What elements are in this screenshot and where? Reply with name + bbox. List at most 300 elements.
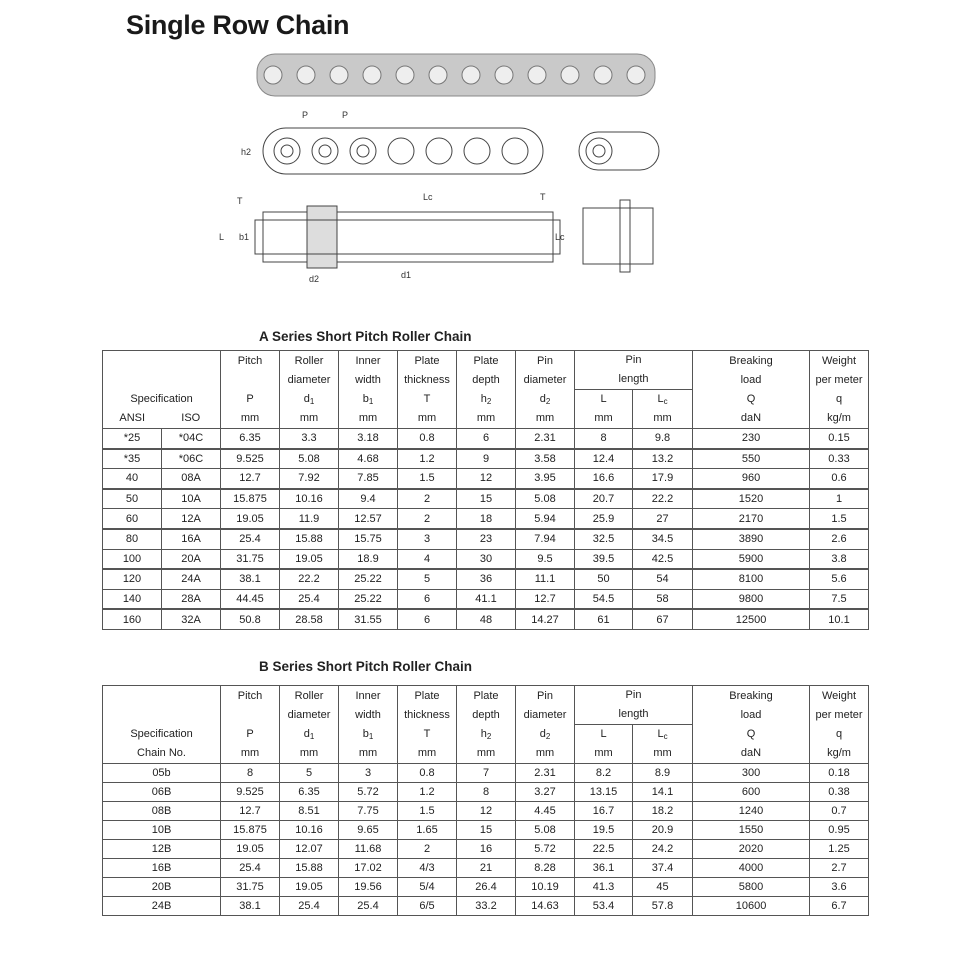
table-cell: 0.8 [398,429,457,449]
table-cell: 19.05 [221,509,280,529]
table-cell: 25.4 [221,859,280,878]
table-cell: 32.5 [575,529,633,549]
table-row [103,589,869,609]
table-row [103,840,869,859]
header-line: diameter [523,709,567,721]
table-cell: 12B [103,840,221,859]
header-line: Pitch [237,355,263,367]
table-cell: 2170 [693,509,810,529]
symbol: d [303,728,310,740]
table-cell: 05b [103,764,221,783]
table-cell: 27 [633,509,693,529]
table-cell: 15.88 [280,859,339,878]
header-unit: mm [653,412,672,424]
label-h2: h2 [241,147,252,157]
table-cell: 11.1 [516,569,575,589]
label-d2: d2 [309,274,320,284]
label-t1: T [237,196,243,206]
table-cell: 33.2 [457,897,516,916]
table-cell: 31.55 [339,609,398,629]
table-cell: 3.3 [280,429,339,449]
header-line: Breaking [729,355,773,367]
table-cell: 48 [457,609,516,629]
header-line [221,706,279,725]
table-cell: 0.8 [398,764,457,783]
table-cell: 11.68 [339,840,398,859]
chain-roller [495,66,513,84]
header-unit: mm [476,747,496,759]
table-cell: 160 [103,609,162,629]
header-unit: daN [740,412,762,424]
table-cell: 50 [103,489,162,509]
table-cell: 4 [398,549,457,569]
symbol: L [657,728,664,740]
table-cell: 5900 [693,549,810,569]
header-symbol: Q [746,728,756,740]
table-cell: 10.16 [280,821,339,840]
table-cell: 6 [398,589,457,609]
table-cell: 7 [457,764,516,783]
table-cell: 2.7 [810,859,869,878]
table-cell: 0.95 [810,821,869,840]
header-symbol [280,725,338,744]
header-symbol [221,725,279,744]
table-row [103,489,869,509]
table-cell: 38.1 [221,897,280,916]
table-cell: 960 [693,469,810,489]
table-cell: 14.1 [633,783,693,802]
table-cell: 0.7 [810,802,869,821]
table-cell: 12.7 [221,802,280,821]
symbol: h [480,728,487,740]
header-line: Plate [414,355,440,367]
header-unit: mm [299,412,319,424]
table-cell: 80 [103,529,162,549]
table-cell: 5 [280,764,339,783]
table-cell: 5.72 [516,840,575,859]
table-cell: 5.08 [516,489,575,509]
table-cell: 9 [457,449,516,469]
table-cell: 15 [457,821,516,840]
table-cell: 5.08 [516,821,575,840]
header-unit: kg/m [827,747,851,759]
table-cell: 3 [339,764,398,783]
table-cell: 1.2 [398,783,457,802]
chain-diagram [215,40,675,290]
table-cell: 25.4 [339,897,398,916]
header-line: Pin [625,354,642,366]
table-cell: 3.27 [516,783,575,802]
header-line: depth [472,374,500,386]
table-cell: 0.6 [810,469,869,489]
table-cell: 0.18 [810,764,869,783]
table-cell: 8 [457,783,516,802]
table-cell: 42.5 [633,549,693,569]
weight-header [810,351,869,429]
header-line: width [355,374,381,386]
table-cell: 8 [575,429,633,449]
table-cell: 22.2 [633,489,693,509]
table-cell: 50.8 [221,609,280,629]
table-cell: 28.58 [280,609,339,629]
column-header [398,686,457,764]
table-row [103,802,869,821]
table-row [103,509,869,529]
table-cell: 28A [162,589,221,609]
header-line: Weight [821,690,857,702]
table-cell: 4.45 [516,802,575,821]
label-b1: b1 [239,232,250,242]
header-unit: mm [417,747,437,759]
symbol-subscript: 1 [368,732,374,741]
table-cell: 17.9 [633,469,693,489]
symbol: b [362,728,369,740]
table-cell: 39.5 [575,549,633,569]
table-cell: 1.5 [398,469,457,489]
header-line: thickness [404,374,450,386]
symbol: L [657,393,664,405]
table-cell: 31.75 [221,878,280,897]
table-cell: 7.92 [280,469,339,489]
table-cell: 5800 [693,878,810,897]
table-cell: 8.2 [575,764,633,783]
table-cell: 31.75 [221,549,280,569]
table-cell: 16.7 [575,802,633,821]
symbol: d [303,393,310,405]
header-line: per meter [815,709,863,721]
table-cell: 10.16 [280,489,339,509]
table-cell: 24A [162,569,221,589]
table-cell: 2.31 [516,429,575,449]
table-cell: 2 [398,509,457,529]
table-cell: 23 [457,529,516,549]
table-cell: 6.7 [810,897,869,916]
table-cell: 1.65 [398,821,457,840]
table-cell: 40 [103,469,162,489]
table-cell: 3.18 [339,429,398,449]
header-line: thickness [404,709,450,721]
table-cell: 5.6 [810,569,869,589]
symbol: T [423,728,431,740]
table-row [103,821,869,840]
weight-header [810,686,869,764]
column-header [516,686,575,764]
breaking-load-header [693,351,810,429]
header-line: Breaking [729,690,773,702]
table-cell: 18.2 [633,802,693,821]
column-header [339,351,398,429]
chain-roller [429,66,447,84]
table-cell: 16A [162,529,221,549]
table-cell: 12.7 [221,469,280,489]
column-header [339,686,398,764]
table-cell: 25.4 [221,529,280,549]
header-line: Plate [473,355,499,367]
header-symbol [398,725,456,744]
table-cell: 5.08 [280,449,339,469]
table-cell: 5/4 [398,878,457,897]
header-line: Roller [294,355,324,367]
table-cell: 25.9 [575,509,633,529]
table-cell: 22.2 [280,569,339,589]
table-row [103,549,869,569]
table-cell: 36 [457,569,516,589]
header-unit: mm [240,412,260,424]
chain-roller [462,66,480,84]
table-cell: 16.6 [575,469,633,489]
table-cell: 08B [103,802,221,821]
table-cell: 8.9 [633,764,693,783]
table-cell: 1.2 [398,449,457,469]
symbol-subscript: 2 [545,397,551,406]
table-cell: 15.875 [221,821,280,840]
table-cell: 12A [162,509,221,529]
header-symbol [339,725,397,744]
header-line: Plate [473,690,499,702]
table-cell: 12500 [693,609,810,629]
table-cell: 6/5 [398,897,457,916]
table-cell: 8.51 [280,802,339,821]
iso-label: ISO [181,412,201,424]
header-symbol: Q [746,393,756,405]
header-line: Weight [821,355,857,367]
table-cell: 1550 [693,821,810,840]
table-cell: 19.05 [280,878,339,897]
header-symbol: q [835,393,843,405]
header-symbol [339,390,397,409]
column-header [221,686,280,764]
table-cell: 61 [575,609,633,629]
table-cell: *25 [103,429,162,449]
table-cell: 9.5 [516,549,575,569]
table-cell: 1 [810,489,869,509]
table-cell: 7.5 [810,589,869,609]
table-row [103,897,869,916]
table-cell: 06B [103,783,221,802]
header-unit: mm [240,747,260,759]
header-symbol [457,725,515,744]
column-header [398,351,457,429]
table-cell: 26.4 [457,878,516,897]
header-line: Pin [625,689,642,701]
table-cell: 25.22 [339,569,398,589]
table-cell: 12 [457,802,516,821]
symbol-subscript: 1 [368,397,374,406]
table-cell: 10.1 [810,609,869,629]
table-cell: 6 [457,429,516,449]
chain-roller [297,66,315,84]
table-cell: 9.525 [221,449,280,469]
table-cell: 2 [398,489,457,509]
ansi-label: ANSI [119,412,146,424]
pin-length-l-header [575,390,633,429]
table-cell: 4000 [693,859,810,878]
table-cell: 50 [575,569,633,589]
symbol-subscript: 2 [486,732,492,741]
header-line: Pitch [237,690,263,702]
side-view-drawing [263,128,659,174]
table-cell: 12.57 [339,509,398,529]
table-cell: 53.4 [575,897,633,916]
header-symbol: L [600,728,607,740]
table-cell: 37.4 [633,859,693,878]
table-cell: 20B [103,878,221,897]
header-line: Plate [414,690,440,702]
header-unit: kg/m [827,412,851,424]
table-cell: 230 [693,429,810,449]
table-cell: 10600 [693,897,810,916]
table-cell: 21 [457,859,516,878]
table-cell: 1.25 [810,840,869,859]
table-cell: 19.56 [339,878,398,897]
table-cell: 32A [162,609,221,629]
label-p2: P [342,110,349,120]
column-header [457,351,516,429]
table-cell: 7.85 [339,469,398,489]
symbol: P [246,393,254,405]
table-cell: 41.1 [457,589,516,609]
table-cell: 8.28 [516,859,575,878]
table-row [103,859,869,878]
table-cell: 44.45 [221,589,280,609]
chain-roller [594,66,612,84]
header-symbol [516,725,574,744]
table-cell: 25.22 [339,589,398,609]
header-line: width [355,709,381,721]
table-cell: 3 [398,529,457,549]
table-cell: 8 [221,764,280,783]
table-cell: 1520 [693,489,810,509]
b-series-table [102,685,869,916]
header-line: diameter [287,709,331,721]
table-cell: 19.05 [221,840,280,859]
header-unit: mm [476,412,496,424]
header-symbol [633,725,692,744]
table-cell: 0.15 [810,429,869,449]
table-row [103,764,869,783]
table-cell: 6 [398,609,457,629]
table-cell: 57.8 [633,897,693,916]
symbol-subscript: 2 [486,397,492,406]
symbol-subscript: c [663,732,668,741]
spec-header [103,351,221,429]
table-cell: 140 [103,589,162,609]
table-cell: 300 [693,764,810,783]
table-cell: 2 [398,840,457,859]
table-row [103,449,869,469]
chain-roller [363,66,381,84]
table-cell: 25.4 [280,589,339,609]
symbol: b [362,393,369,405]
label-t2: T [540,192,546,202]
header-unit: mm [535,412,555,424]
header-unit: mm [594,747,613,759]
header-line: per meter [815,374,863,386]
table-cell: *35 [103,449,162,469]
breaking-load-header [693,686,810,764]
table-cell: 34.5 [633,529,693,549]
chain-roller [627,66,645,84]
table-cell: 12 [457,469,516,489]
table-row [103,783,869,802]
header-symbol [516,390,574,409]
a-series-table [102,350,869,630]
table-cell: 12.07 [280,840,339,859]
symbol: h [480,393,487,405]
table-a-title: A Series Short Pitch Roller Chain [259,329,472,344]
table-cell: 18 [457,509,516,529]
table-cell: *04C [162,429,221,449]
symbol: d [539,728,546,740]
table-cell: 3.58 [516,449,575,469]
header-unit: daN [740,747,762,759]
header-line: load [740,374,762,386]
table-cell: 36.1 [575,859,633,878]
table-cell: 20.9 [633,821,693,840]
table-cell: 9.525 [221,783,280,802]
table-cell: 100 [103,549,162,569]
column-header [221,351,280,429]
symbol: d [539,393,546,405]
table-cell: 2.31 [516,764,575,783]
header-unit: mm [653,747,672,759]
table-cell: 9.8 [633,429,693,449]
header-unit: mm [535,747,555,759]
table-cell: 13.2 [633,449,693,469]
header-line: load [740,709,762,721]
table-cell: 3.8 [810,549,869,569]
table-cell: 17.02 [339,859,398,878]
table-cell: 15 [457,489,516,509]
table-cell: *06C [162,449,221,469]
header-line: length [618,373,649,385]
header-symbol: q [835,728,843,740]
pin-length-lc-header [633,725,693,764]
pin-length-l-header [575,725,633,764]
header-line: Inner [355,690,381,702]
table-cell: 6.35 [280,783,339,802]
header-unit: mm [358,412,378,424]
table-cell: 24.2 [633,840,693,859]
column-header [457,686,516,764]
table-cell: 10A [162,489,221,509]
chain-no-label: Chain No. [137,747,186,759]
pin-length-lc-header [633,390,693,429]
table-cell: 20A [162,549,221,569]
table-cell: 8100 [693,569,810,589]
table-cell: 4.68 [339,449,398,469]
table-cell: 4/3 [398,859,457,878]
header-line: Inner [355,355,381,367]
table-cell: 9.65 [339,821,398,840]
spec-label: Specification [130,393,193,405]
table-cell: 600 [693,783,810,802]
column-header [280,351,339,429]
table-cell: 60 [103,509,162,529]
table-cell: 5.94 [516,509,575,529]
table-cell: 38.1 [221,569,280,589]
table-cell: 15.875 [221,489,280,509]
table-cell: 7.94 [516,529,575,549]
header-symbol: L [600,393,607,405]
table-cell: 16B [103,859,221,878]
pin-length-header [575,351,693,390]
table-cell: 550 [693,449,810,469]
table-cell: 58 [633,589,693,609]
table-row [103,609,869,629]
table-cell: 9800 [693,589,810,609]
table-cell: 13.15 [575,783,633,802]
